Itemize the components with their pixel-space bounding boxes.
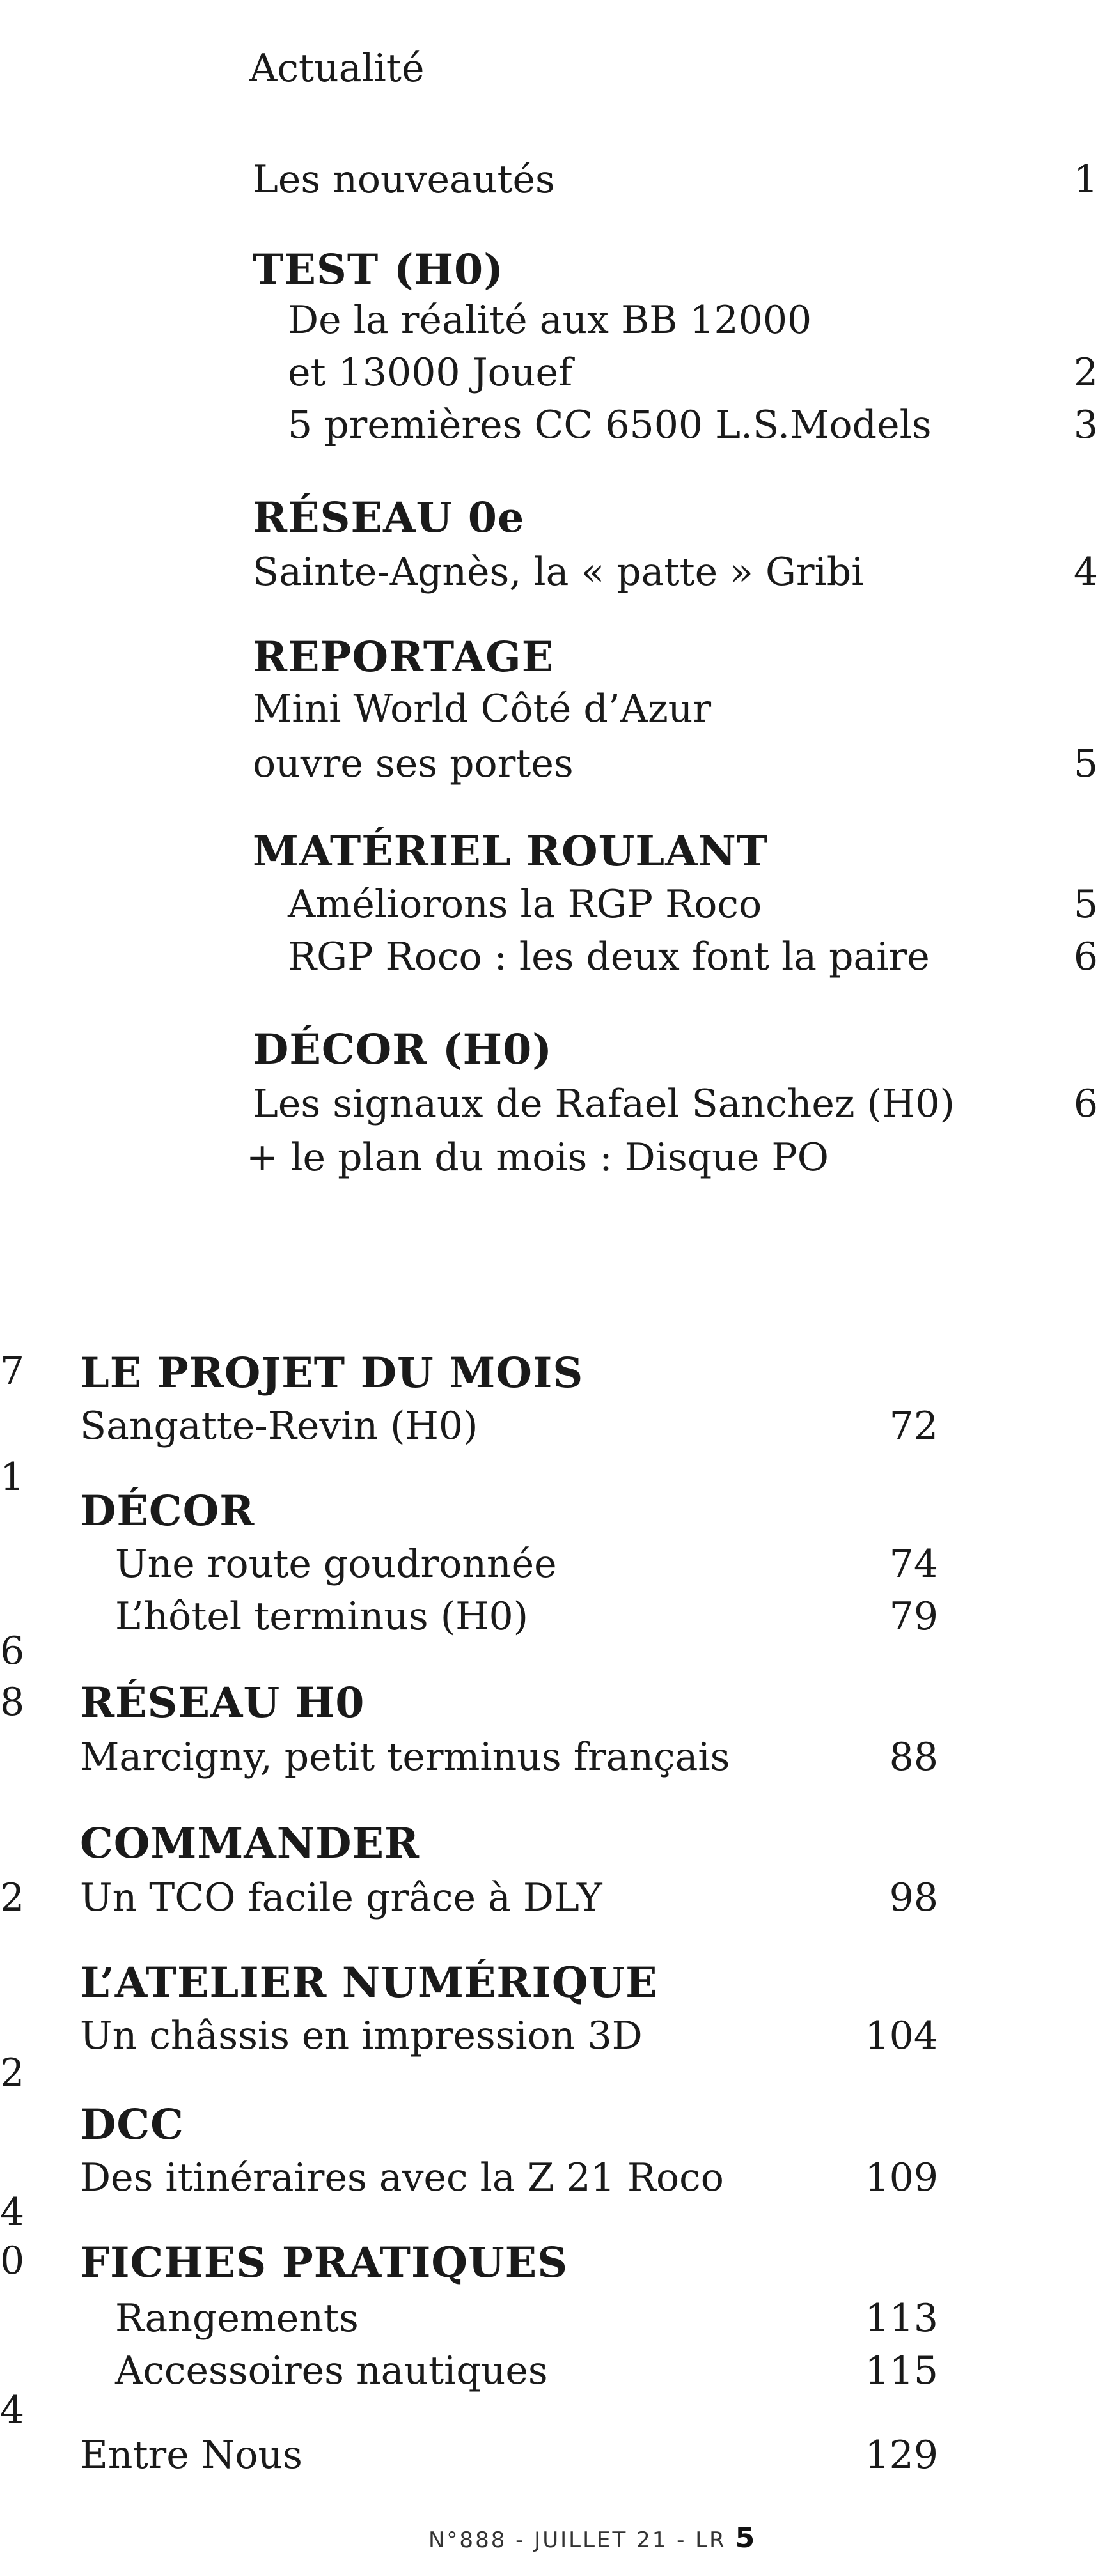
toc-heading: LE PROJET DU MOIS [80,1349,584,1397]
toc-page: 6 [1073,1082,1098,1126]
toc-heading: COMMANDER [80,1819,420,1868]
toc-entry: Mini World Côté d’Azur [253,687,712,731]
toc-page: 115 [865,2348,938,2393]
toc-heading: DCC [80,2100,184,2149]
toc-heading: TEST (H0) [253,245,505,294]
toc-page: 129 [865,2433,938,2478]
toc-entry: Un châssis en impression 3D [80,2013,643,2058]
toc-entry: Les nouveautés [253,157,555,202]
section-title: Actualité [249,46,425,91]
margin-digit: 0 [0,2238,25,2283]
toc-entry: Sangatte-Revin (H0) [80,1404,478,1448]
toc-entry: Marcigny, petit terminus français [80,1735,730,1780]
toc-page: 5 [1073,882,1098,927]
margin-digit: 4 [0,2388,25,2433]
toc-entry: ouvre ses portes [253,741,574,786]
toc-entry: 5 premières CC 6500 L.S.Models [288,403,932,447]
toc-page: 2 [1073,350,1098,395]
toc-heading: REPORTAGE [253,633,554,681]
issue-label: N°888 - JUILLET 21 - LR [428,2527,726,2553]
page-footer [428,2522,755,2554]
toc-heading: RÉSEAU 0e [253,493,525,542]
margin-digit: 2 [0,2051,25,2095]
toc-entry: + le plan du mois : Disque PO [246,1135,829,1180]
toc-page: 1 [1073,157,1098,202]
toc-page: 109 [865,2155,938,2200]
margin-digit: 7 [0,1349,25,1393]
toc-heading: L’ATELIER NUMÉRIQUE [80,1959,658,2007]
toc-page: 6 [1073,935,1098,979]
margin-digit: 6 [0,1629,25,1673]
toc-entry: Les signaux de Rafael Sanchez (H0) [253,1082,955,1126]
margin-digit: 1 [0,1455,25,1500]
toc-entry: Rangements [115,2296,359,2341]
toc-page: 4 [1073,550,1098,594]
toc-page: 74 [889,1542,938,1587]
toc-entry: Une route goudronnée [115,1542,557,1587]
margin-digit: 4 [0,2190,25,2235]
toc-page: 5 [1073,741,1098,786]
toc-entry: Des itinéraires avec la Z 21 Roco [80,2155,724,2200]
toc-page: 98 [889,1875,938,1920]
toc-entry: Améliorons la RGP Roco [288,882,762,927]
toc-heading: MATÉRIEL ROULANT [253,827,769,876]
page-number: 5 [735,2522,755,2554]
toc-entry: RGP Roco : les deux font la paire [288,935,930,979]
toc-entry: et 13000 Jouef [288,350,573,395]
toc-entry: Entre Nous [80,2433,302,2478]
toc-page: 88 [889,1735,938,1780]
toc-heading: FICHES PRATIQUES [80,2238,569,2287]
toc-page: 72 [889,1404,938,1448]
toc-heading: RÉSEAU H0 [80,1679,365,1727]
toc-entry: Sainte-Agnès, la « patte » Gribi [253,550,864,594]
toc-entry: Un TCO facile grâce à DLY [80,1875,602,1920]
toc-page: 79 [889,1594,938,1639]
margin-digit: 2 [0,1875,25,1920]
toc-entry: L’hôtel terminus (H0) [115,1594,529,1639]
toc-page: 104 [865,2013,938,2058]
toc-page: 113 [865,2296,938,2341]
toc-page: 3 [1073,403,1098,447]
toc-heading: DÉCOR [80,1487,255,1535]
toc-entry: De la réalité aux BB 12000 [288,298,812,343]
margin-digit: 8 [0,1680,25,1725]
toc-heading: DÉCOR (H0) [253,1025,553,1074]
toc-entry: Accessoires nautiques [115,2348,548,2393]
